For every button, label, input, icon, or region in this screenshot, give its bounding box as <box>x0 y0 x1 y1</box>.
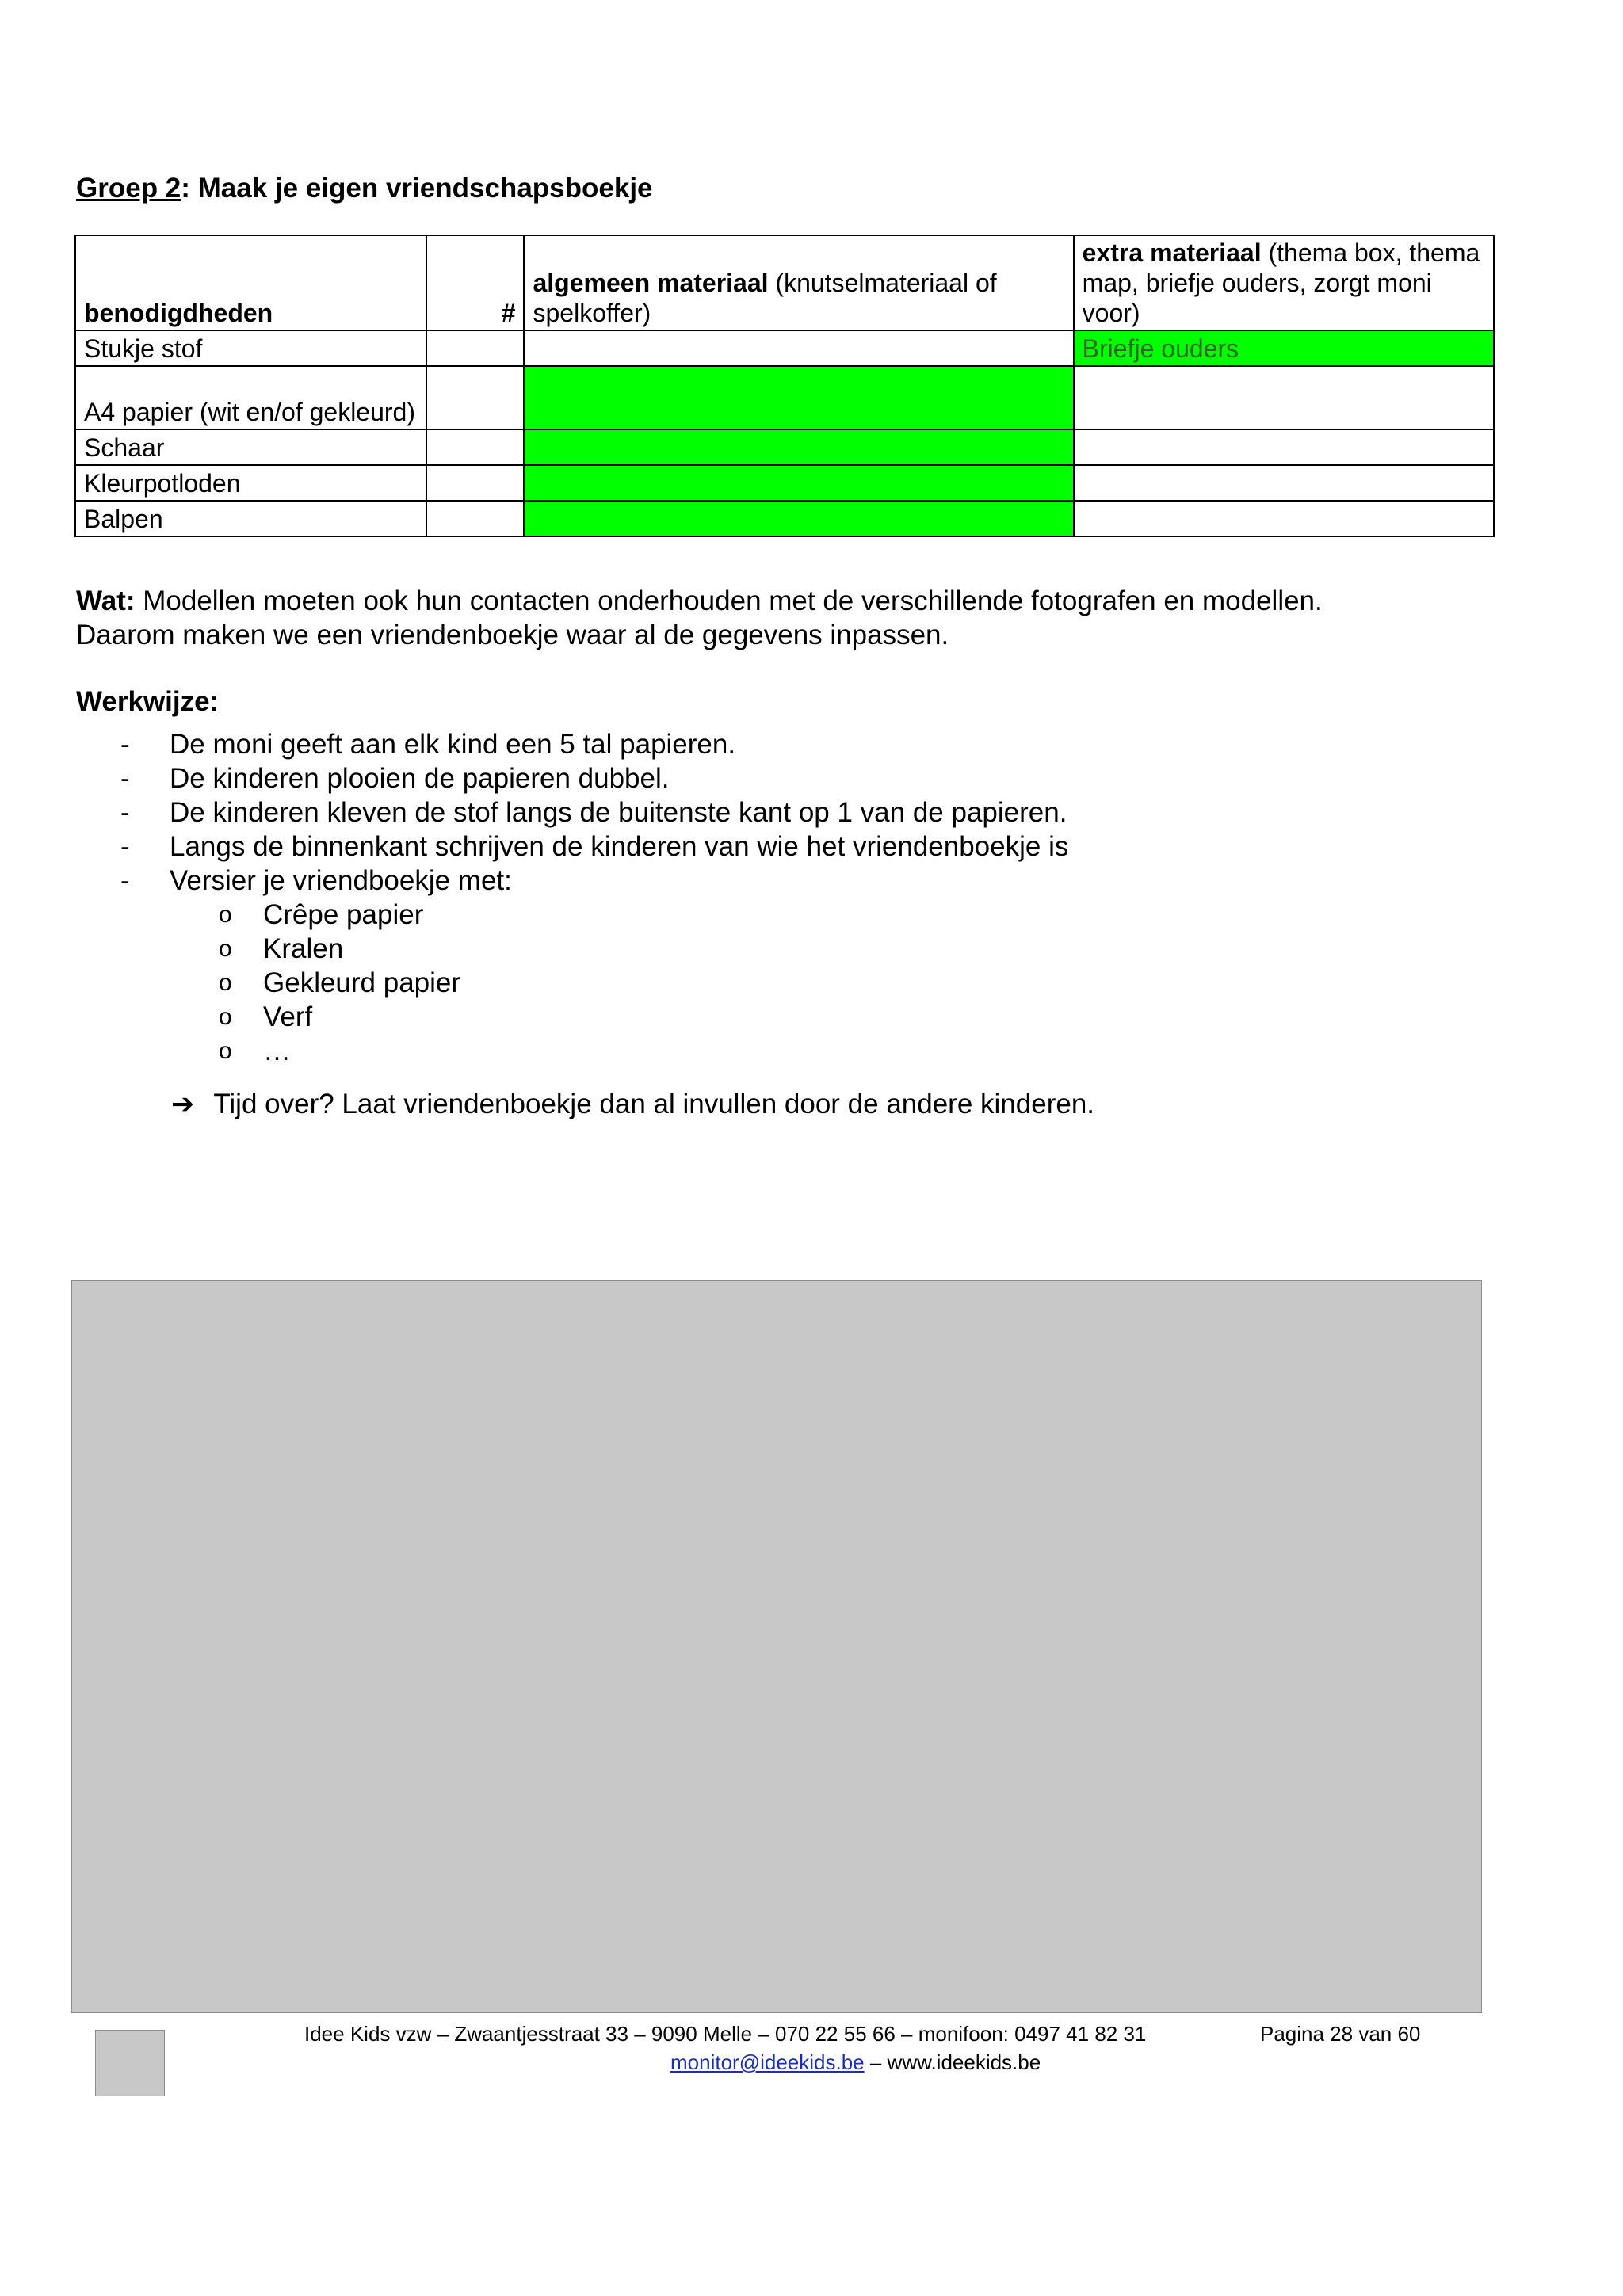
werkwijze-label: Werkwijze: <box>76 686 220 717</box>
sub-list-item: o Gekleurd papier <box>219 967 461 998</box>
cell-general <box>524 366 1073 429</box>
wat-line2: Daarom maken we een vriendenboekje waar al de gegevens inpassen. <box>76 620 949 650</box>
tip <box>171 1089 1094 1120</box>
cell-item: Kleurpotloden <box>75 465 426 501</box>
page-number: Pagina 28 van 60 <box>1260 2022 1421 2046</box>
cell-extra <box>1074 501 1494 536</box>
cell-general <box>524 429 1073 465</box>
cell-item: Balpen <box>75 501 426 536</box>
cell-general <box>524 501 1073 536</box>
ideekids-logo <box>95 2030 165 2096</box>
sub-list-item: o Kralen <box>219 933 344 964</box>
cell-count <box>426 330 525 366</box>
email-link[interactable]: monitor@ideekids.be <box>670 2050 865 2074</box>
cell-count <box>426 429 525 465</box>
footer-contact <box>670 2050 1041 2075</box>
header-count: # <box>426 235 525 330</box>
materials-table <box>74 235 1495 537</box>
tip-text: Tijd over? Laat vriendenboekje dan al invullen door de andere kinderen. <box>213 1089 1095 1119</box>
sub-list-item: o … <box>219 1035 291 1066</box>
list-item: - De kinderen kleven de stof langs de buitenste kant op 1 van de papieren. <box>120 797 1067 828</box>
vriendenboekje-example-image <box>71 1280 1482 2013</box>
cell-extra: Briefje ouders <box>1074 330 1494 366</box>
cell-count <box>426 465 525 501</box>
list-item: - Versier je vriendboekje met: <box>120 865 512 896</box>
header-extra: extra materiaal (thema box, thema map, briefje ouders, zorgt moni voor) <box>1074 235 1494 330</box>
footer-address: Idee Kids vzw – Zwaantjesstraat 33 – 9090 Melle – 070 22 55 66 – monifoon: 0497 41 82 31 <box>304 2022 1147 2046</box>
wat-paragraph <box>76 584 1323 652</box>
wat-label: Wat: <box>76 585 136 616</box>
sub-list-item: o Verf <box>219 1001 313 1032</box>
table-row <box>75 465 1494 501</box>
sub-list-item: o Crêpe papier <box>219 899 424 930</box>
footer-web: – www.ideekids.be <box>864 2050 1041 2074</box>
arrow-icon: ➔ <box>171 1089 195 1119</box>
page-heading <box>76 173 653 204</box>
cell-extra <box>1074 465 1494 501</box>
cell-count <box>426 501 525 536</box>
cell-general <box>524 330 1073 366</box>
cell-extra <box>1074 429 1494 465</box>
table-row <box>75 330 1494 366</box>
wat-line1: Modellen moeten ook hun contacten onderhouden met de verschillende fotografen en modellen. <box>135 585 1323 616</box>
cell-item: A4 papier (wit en/of gekleurd) <box>75 366 426 429</box>
cell-item: Schaar <box>75 429 426 465</box>
cell-item: Stukje stof <box>75 330 426 366</box>
list-item: - De moni geeft aan elk kind een 5 tal papieren. <box>120 729 736 760</box>
group-label: Groep 2 <box>76 173 181 204</box>
table-row <box>75 429 1494 465</box>
list-item: - Langs de binnenkant schrijven de kinderen van wie het vriendenboekje is <box>120 831 1069 862</box>
header-general: algemeen materiaal (knutselmateriaal of spelkoffer) <box>524 235 1073 330</box>
table-row <box>75 501 1494 536</box>
cell-extra <box>1074 366 1494 429</box>
heading-title: : Maak je eigen vriendschapsboekje <box>181 173 653 204</box>
table-row <box>75 366 1494 429</box>
header-benodigdheden: benodigdheden <box>75 235 426 330</box>
werkwijze-list <box>76 727 1068 1068</box>
cell-count <box>426 366 525 429</box>
table-header-row <box>75 235 1494 330</box>
list-item: - De kinderen plooien de papieren dubbel. <box>120 763 670 794</box>
cell-general <box>524 465 1073 501</box>
